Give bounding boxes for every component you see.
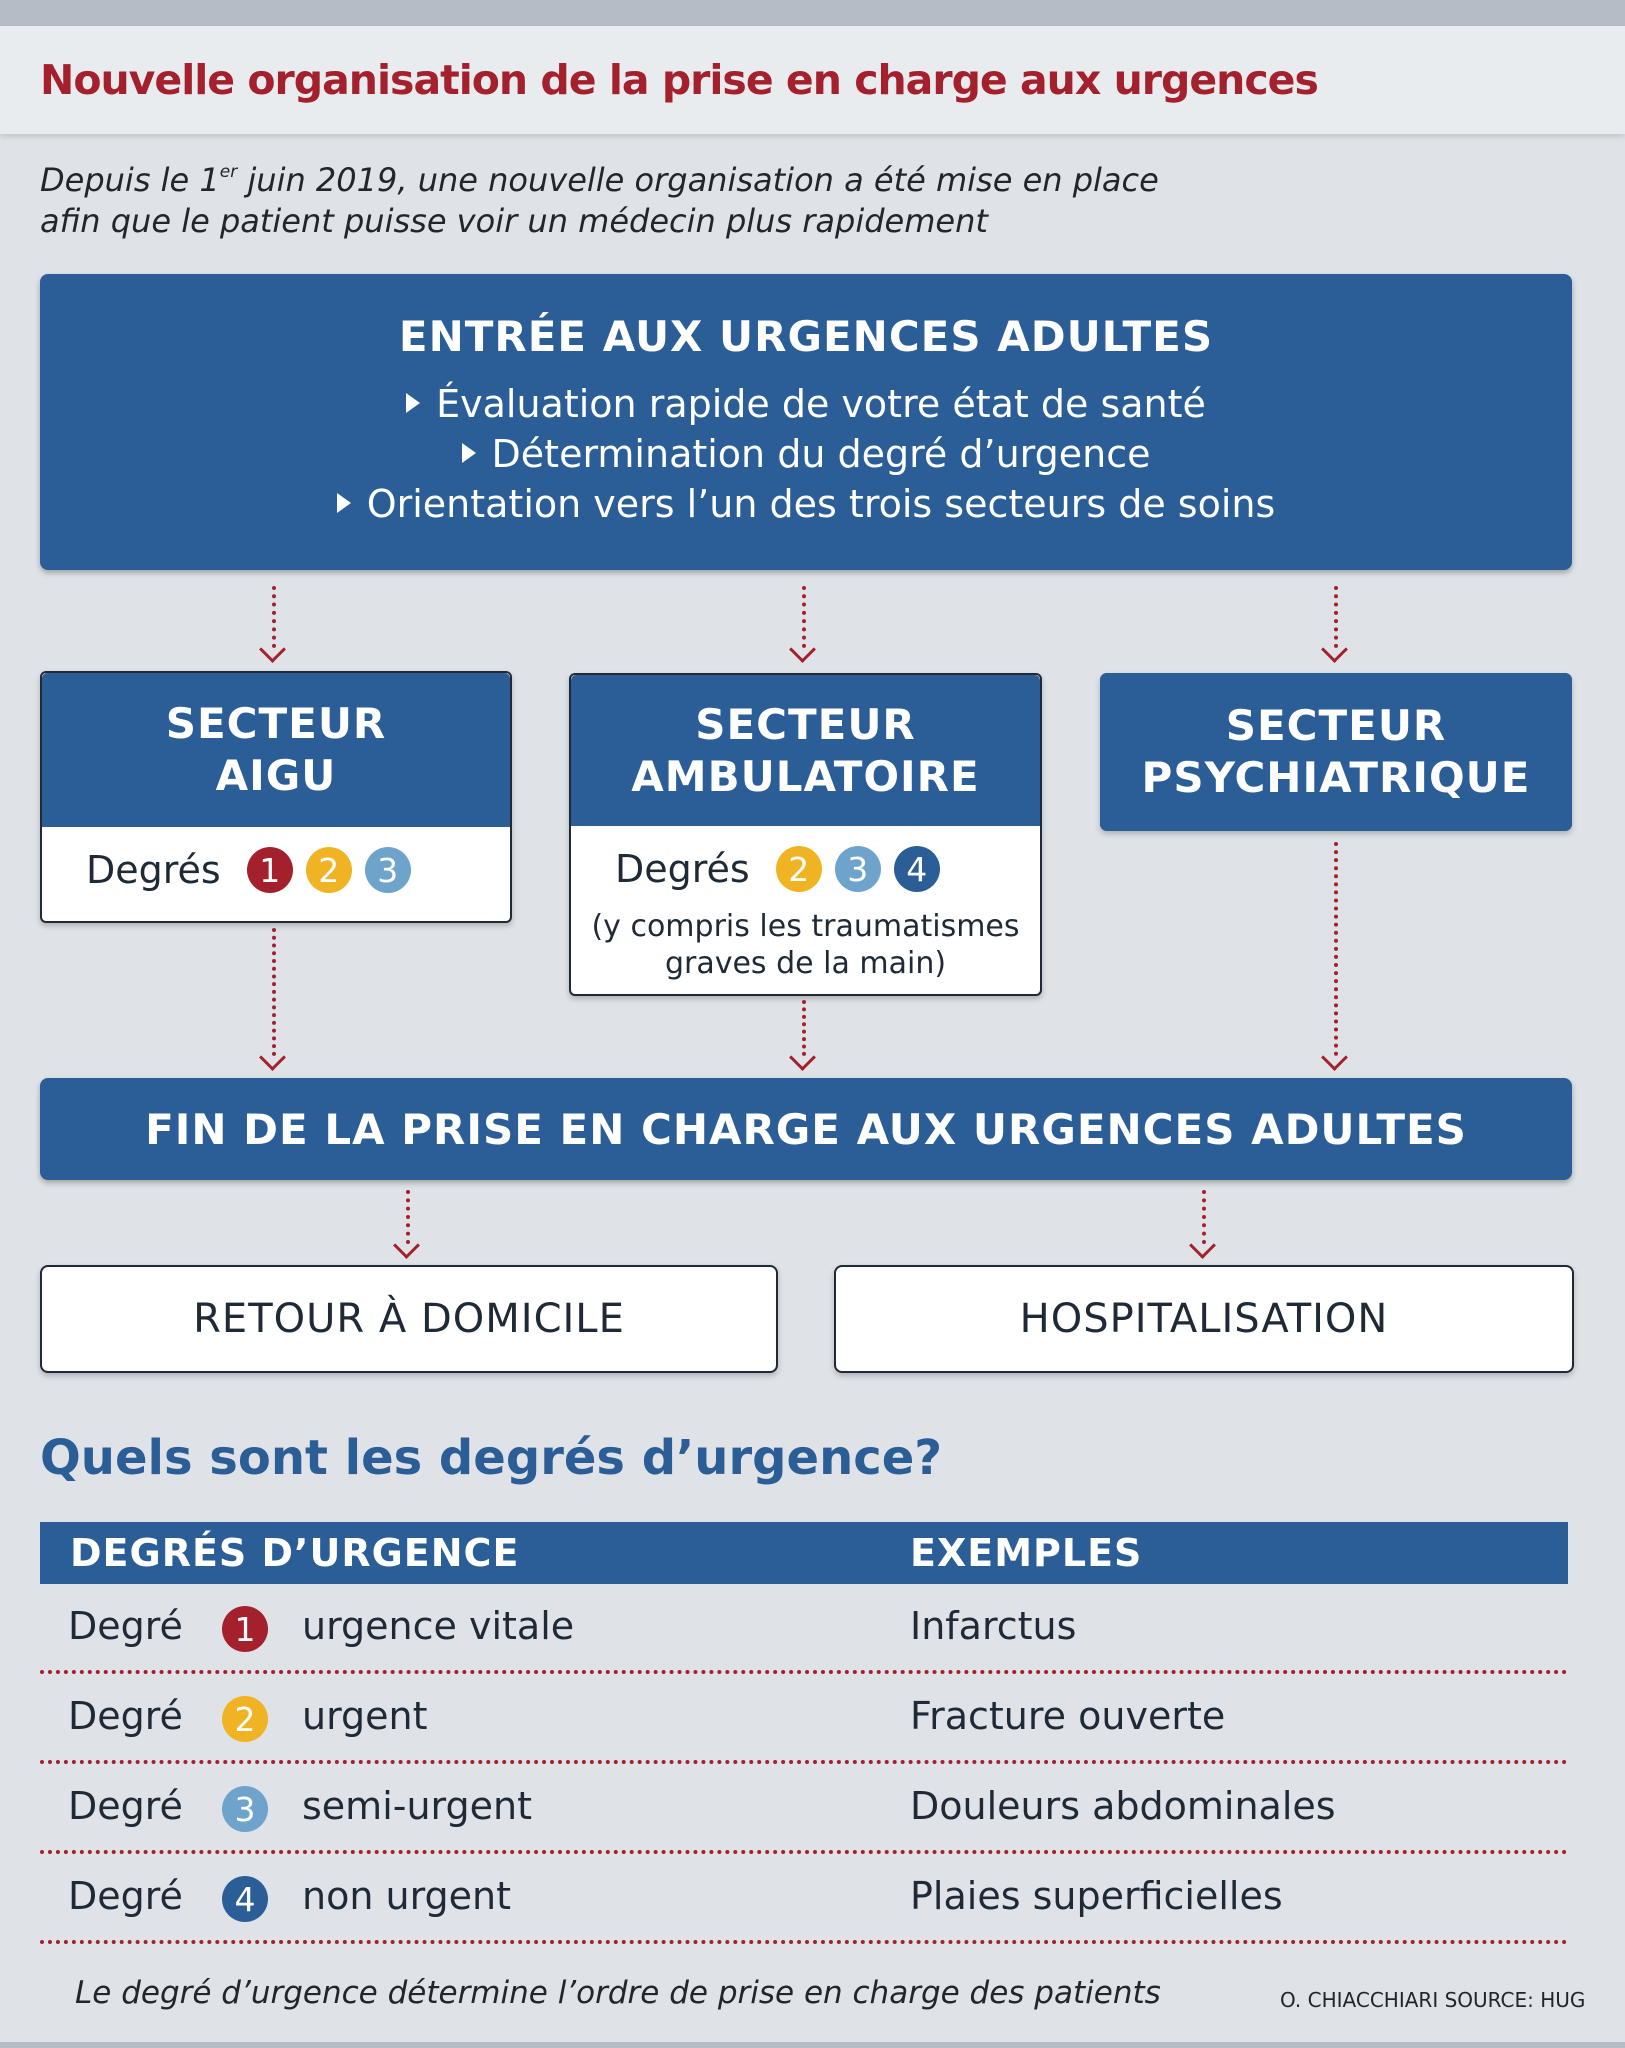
row-urgency-level: non urgent <box>302 1874 512 1918</box>
entry-item: Orientation vers l’un des trois secteurs de soins <box>40 479 1572 529</box>
arrow-entry-to-psychiatrique <box>1316 586 1356 664</box>
row-urgency-level: urgent <box>302 1694 428 1738</box>
row-example: Plaies superficielles <box>910 1874 1283 1918</box>
arrow-end-to-hospital <box>1184 1190 1224 1258</box>
entry-item: Détermination du degré d’urgence <box>40 429 1572 479</box>
table-row <box>40 1854 1568 1944</box>
sector-ambulatoire-degrees <box>571 826 1040 892</box>
sector-psychiatrique <box>1100 673 1572 831</box>
degree-badge-4: 4 <box>894 846 940 892</box>
degree-badge-2: 2 <box>776 846 822 892</box>
degree-badge-3: 3 <box>222 1786 268 1832</box>
outcome-hospital: HOSPITALISATION <box>834 1265 1574 1373</box>
entry-title: ENTRÉE AUX URGENCES ADULTES <box>398 312 1214 361</box>
row-degree-label: Degré <box>68 1784 183 1828</box>
arrow-entry-to-ambulatoire <box>784 586 824 664</box>
arrow-end-to-home <box>388 1190 428 1258</box>
intro-line-1: Depuis le 1er juin 2019, une nouvelle organisation a été mise en place <box>40 161 1159 199</box>
arrow-psychiatrique-to-end <box>1316 842 1356 1070</box>
row-example: Infarctus <box>910 1604 1077 1648</box>
sector-aigu-title: SECTEUR AIGU <box>42 673 510 827</box>
end-box: FIN DE LA PRISE EN CHARGE AUX URGENCES ADULTES <box>40 1078 1572 1180</box>
sector-ambulatoire-note: (y compris les traumatismes graves de la main) <box>591 909 1020 981</box>
urgency-table <box>40 1522 1568 1944</box>
footnote: Le degré d’urgence détermine l’ordre de prise en charge des patients <box>75 1975 1161 2011</box>
sector-aigu <box>40 671 512 923</box>
degrees-label: Degrés <box>86 848 221 892</box>
degree-badge-1: 1 <box>222 1606 268 1652</box>
degrees-label: Degrés <box>615 847 750 891</box>
bottom-rule <box>0 2042 1625 2048</box>
degree-badge-2: 2 <box>306 847 352 893</box>
table-row <box>40 1584 1568 1674</box>
top-bar <box>0 0 1625 26</box>
triangle-bullet-icon <box>406 393 420 413</box>
row-degree-label: Degré <box>68 1874 183 1918</box>
credit-line: O. CHIACCHIARI SOURCE: HUG <box>1280 1988 1586 2012</box>
sector-aigu-degrees <box>42 827 510 893</box>
arrow-ambulatoire-to-end <box>784 1000 824 1070</box>
entry-box <box>40 274 1572 570</box>
arrow-entry-to-aigu <box>254 586 294 664</box>
intro-line-2: afin que le patient puisse voir un médecin plus rapidement <box>40 202 988 240</box>
row-degree-label: Degré <box>68 1694 183 1738</box>
table-row <box>40 1764 1568 1854</box>
triangle-bullet-icon <box>462 443 476 463</box>
degree-badge-1: 1 <box>247 847 293 893</box>
triangle-bullet-icon <box>337 493 351 513</box>
degree-badge-4: 4 <box>222 1876 268 1922</box>
degree-badge-3: 3 <box>365 847 411 893</box>
row-urgency-level: semi-urgent <box>302 1784 532 1828</box>
column-examples-header: EXEMPLES <box>910 1531 1143 1575</box>
row-example: Douleurs abdominales <box>910 1784 1336 1828</box>
urgency-section-title: Quels sont les degrés d’urgence? <box>40 1430 943 1486</box>
sector-ambulatoire <box>569 673 1042 996</box>
degree-badge-3: 3 <box>835 846 881 892</box>
degree-badge-2: 2 <box>222 1696 268 1742</box>
sector-ambulatoire-title: SECTEUR AMBULATOIRE <box>571 675 1040 826</box>
row-urgency-level: urgence vitale <box>302 1604 575 1648</box>
entry-list <box>40 379 1572 529</box>
table-row <box>40 1674 1568 1764</box>
column-degree-header: DEGRÉS D’URGENCE <box>70 1531 520 1575</box>
sector-psychiatrique-title: SECTEUR PSYCHIATRIQUE <box>1100 673 1572 831</box>
arrow-aigu-to-end <box>254 928 294 1070</box>
urgency-table-header <box>40 1522 1568 1584</box>
row-example: Fracture ouverte <box>910 1694 1226 1738</box>
entry-item: Évaluation rapide de votre état de santé <box>40 379 1572 429</box>
row-degree-label: Degré <box>68 1604 183 1648</box>
page-title: Nouvelle organisation de la prise en charge aux urgences <box>40 56 1318 104</box>
intro-text <box>40 160 1240 242</box>
title-bar <box>0 26 1625 134</box>
outcome-home: RETOUR À DOMICILE <box>40 1265 778 1373</box>
